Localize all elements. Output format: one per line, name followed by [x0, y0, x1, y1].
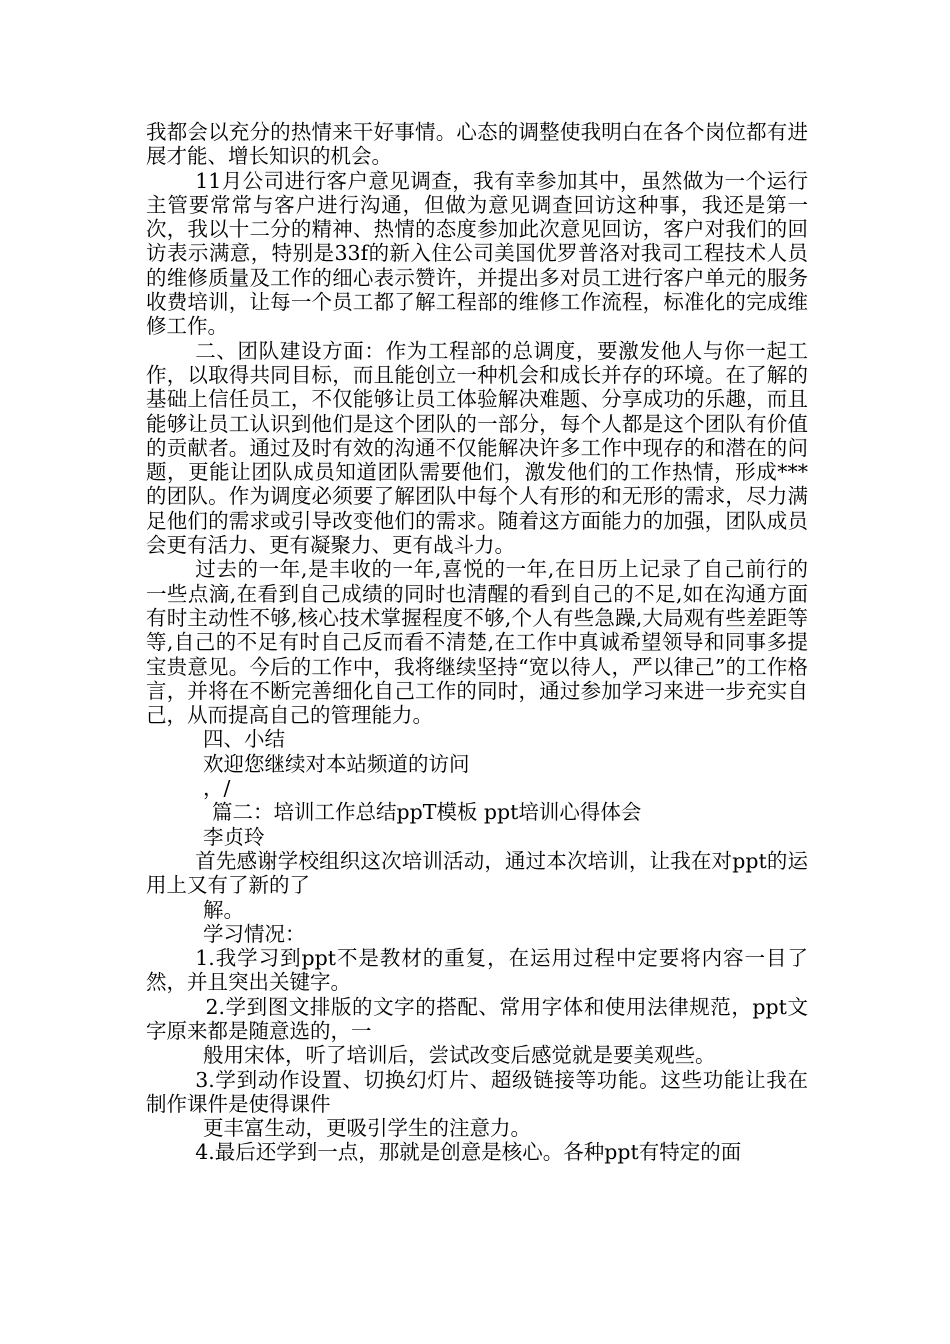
- learning-item-3: 3.学到动作设置、切换幻灯片、超级链接等功能。这些功能让我在制作课件是使得课件: [146, 1067, 808, 1116]
- heading-learning: 学习情况：: [203, 921, 306, 946]
- paragraph-team-building: 二、团队建设方面：作为工程部的总调度，要激发他人与你一起工作，以取得共同目标，而且能创立一种机会和成长并存的环境。在了解的基础上信任员工，不仅能够让员工体验解决难题、分享成功的乐趣，而且能够让员工认识到他们是这个团队的一部分，每个人都是这个团队有价值的贡献者。通过及时有效的沟通不仅能解决许多工作中现存的和潜在的问题，更能让团队成员知道团队需要他们，激发他们的工作热情，形成***的团队。作为调度必须要了解团队中每个人有形的和无形的需求，尽力满足他们的需求或引导改变他们的需求。随着这方面能力的加强，团队成员会更有活力、更有凝聚力、更有战斗力。: [146, 338, 808, 558]
- site-welcome-text: 欢迎您继续对本站频道的访问: [203, 751, 470, 776]
- paragraph-customer-survey: 11月公司进行客户意见调查，我有幸参加其中，虽然做为一个运行主管要常常与客户进行沟通，但做为意见调查回访这种事，我还是第一次，我以十二分的精神、热情的态度参加此次意见回访，客户对我们的回访表示满意，特别是33f的新入住公司美国优罗普洛对我司工程技术人员的维修质量及工作的细心表示赞许，并提出多对员工进行客户单元的服务收费培训，让每一个员工都了解工程部的维修工作流程，标准化的完成维修工作。: [146, 168, 808, 339]
- separator-text: ，/: [203, 776, 231, 801]
- paragraph-continuation: 我都会以充分的热情来干好事情。心态的调整使我明白在各个岗位都有进展才能、增长知识的机会。: [146, 120, 808, 169]
- paragraph-thanks-end: 解。: [203, 897, 244, 922]
- paragraph-thanks: 首先感谢学校组织这次培训活动，通过本次培训，让我在对ppt的运用上又有了新的了: [146, 848, 808, 898]
- section-two-title: 篇二：培训工作总结ppT模板 ppt培训心得体会: [212, 800, 642, 825]
- learning-item-1: 1.我学习到ppt不是教材的重复，在运用过程中定要将内容一目了然，并且突出关键字。: [146, 946, 808, 995]
- heading-summary: 四、小结: [203, 727, 285, 752]
- document-page: [146, 120, 808, 1165]
- learning-item-3-cont: 更丰富生动，更吸引学生的注意力。: [203, 1116, 531, 1141]
- learning-item-2: 2.学到图文排版的文字的搭配、常用字体和使用法律规范，ppt文字原来都是随意选的，一: [146, 994, 808, 1043]
- author-name: 李贞玲: [203, 824, 265, 849]
- learning-item-4: 4.最后还学到一点，那就是创意是核心。各种ppt有特定的面: [195, 1140, 742, 1165]
- learning-item-2-cont: 般用宋体，听了培训后，尝试改变后感觉就是要美观些。: [203, 1043, 716, 1068]
- paragraph-past-year: 过去的一年,是丰收的一年,喜悦的一年,在日历上记录了自己前行的一些点滴,在看到自己成绩的同时也清醒的看到自己的不足,如在沟通方面有时主动性不够,核心技术掌握程度不够,个人有些急躁,大局观有些差距等等,自己的不足有时自己反而看不清楚,在工作中真诚希望领导和同事多提宝贵意见。今后的工作中，我将继续坚持“宽以待人，严以律己”的工作格言，并将在不断完善细化自己工作的同时，通过参加学习来进一步充实自己，从而提高自己的管理能力。: [146, 557, 808, 728]
